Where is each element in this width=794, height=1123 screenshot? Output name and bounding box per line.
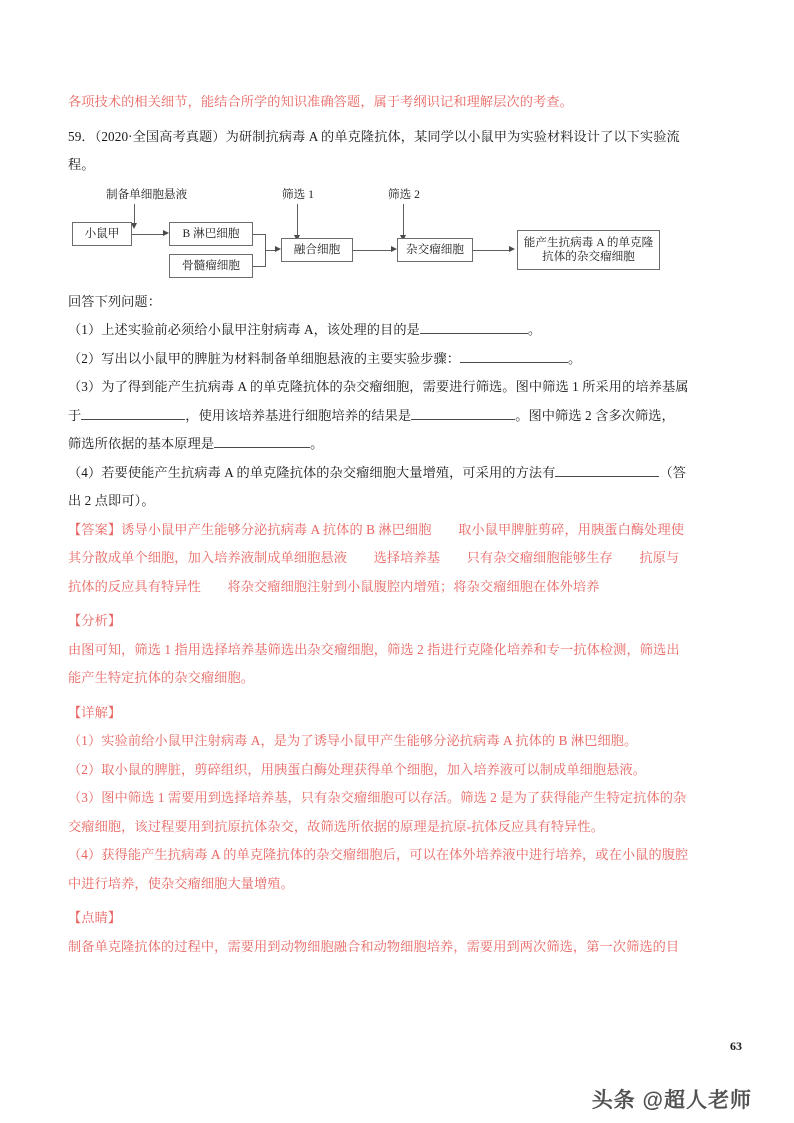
question-item-3-line-1: （3）为了得到能产生抗病毒 A 的单克隆抗体的杂交瘤细胞，需要进行筛选。图中筛选 1 所采用的培养基属 [68, 379, 689, 394]
question-item-3-seg-c: 。图中筛选 2 含多次筛选， [515, 407, 675, 423]
detail-line-5: （4）获得能产生抗病毒 A 的单克隆抗体的杂交瘤细胞后，可以在体外培养液中进行培养，或在小鼠的腹腔 [68, 847, 689, 862]
diagram-box-final-line-2: 抗体的杂交瘤细胞 [542, 249, 635, 263]
answer-blank[interactable] [420, 333, 528, 334]
diagram-connector [132, 234, 165, 235]
diagram-label-single-cell-suspension: 制备单细胞悬液 [106, 187, 188, 201]
detail-line-2: （2）取小鼠的脾脏，剪碎组织，用胰蛋白酶处理获得单个细胞，加入培养液可以制成单细胞悬液。 [68, 761, 647, 777]
question-item-3-seg-b: ，使用该培养基进行细胞培养的结果是 [185, 407, 412, 423]
answer-block-line-2: 其分散成单个细胞，加入培养液制成单细胞悬液 选择培养基 只有杂交瘤细胞能够生存 抗原与 [68, 550, 680, 565]
answer-blank[interactable] [214, 447, 310, 448]
diagram-connector [253, 234, 265, 235]
question-item-1-text: （1）上述实验前必须给小鼠甲注射病毒 A，该处理的目的是 [68, 322, 420, 337]
diagram-label-screen-1: 筛选 1 [282, 187, 314, 201]
analysis-line-2: 能产生特定抗体的杂交瘤细胞。 [68, 670, 255, 685]
question-item-3-line-3 [68, 430, 728, 459]
answer-heading: 【答案】 [68, 521, 122, 537]
diagram-connector [403, 204, 404, 236]
detail-line-4: 交瘤细胞，该过程要用到抗原抗体杂交，故筛选所依据的原理是抗原-抗体反应具有特异性。 [68, 818, 604, 834]
diagram-connector [134, 204, 135, 224]
question-item-1 [68, 316, 728, 345]
diagram-arrow-right [509, 246, 515, 252]
question-item-2 [68, 345, 728, 374]
page-number: 63 [730, 1039, 742, 1053]
answer-text-1: 诱导小鼠甲产生能够分泌抗病毒 A 抗体的 B 淋巴细胞 取小鼠甲脾脏剪碎，用胰蛋白酶处理使 [121, 521, 685, 537]
analysis-line-1: 由图可知，筛选 1 指用选择培养基筛选出杂交瘤细胞，筛选 2 指进行克隆化培养和专一抗体检测，筛选出 [68, 641, 680, 657]
carryover-text: 各项技术的相关细节，能结合所学的知识准确答题，属于考纲识记和理解层次的考查。 [68, 94, 573, 109]
diagram-box-b-lymphocyte: B 淋巴细胞 [169, 222, 253, 246]
diagram-connector [253, 266, 265, 267]
diagram-box-fused-cell: 融合细胞 [281, 238, 353, 262]
answer-blank[interactable] [555, 476, 659, 477]
detail-heading: 【详解】 [68, 704, 122, 720]
answer-block-line-1 [68, 516, 728, 545]
question-item-4-seg-a: （4）若要使能产生抗病毒 A 的单克隆抗体的杂交瘤细胞大量增殖，可采用的方法有 [68, 464, 556, 480]
watermark: 头条 @超人老师 [591, 1089, 752, 1112]
page-content [68, 88, 728, 961]
question-item-2-text: （2）写出以小鼠甲的脾脏为材料制备单细胞悬液的主要实验步骤： [68, 350, 461, 366]
experiment-flow-diagram [68, 186, 728, 284]
highlight-heading: 【点睛】 [68, 910, 122, 925]
question-item-3-line-2 [68, 402, 728, 431]
diagram-box-final-hybridoma [517, 230, 660, 270]
diagram-connector [297, 204, 298, 236]
answer-prompt: 回答下列问题： [68, 293, 162, 309]
answer-blank[interactable] [460, 362, 568, 363]
diagram-box-myeloma: 骨髓瘤细胞 [169, 254, 253, 278]
question-item-2-tail: 。 [568, 350, 582, 366]
diagram-box-hybridoma: 杂交瘤细胞 [397, 238, 473, 262]
question-item-3-seg-d: 筛选所依据的基本原理是 [68, 436, 215, 451]
question-item-4-seg-b: （答 [659, 464, 687, 480]
detail-line-1: （1）实验前给小鼠甲注射病毒 A，是为了诱导小鼠甲产生能够分泌抗病毒 A 抗体的 B 淋巴细胞。 [68, 733, 638, 748]
diagram-connector [473, 250, 511, 251]
answer-blank[interactable] [411, 419, 515, 420]
analysis-heading: 【分析】 [68, 613, 122, 628]
diagram-box-mouse: 小鼠甲 [72, 222, 132, 246]
detail-line-3: （3）图中筛选 1 需要用到选择培养基，只有杂交瘤细胞可以存活。筛选 2 是为了获得能产生特定抗体的杂 [68, 790, 687, 805]
detail-line-6: 中进行培养，使杂交瘤细胞大量增殖。 [68, 875, 294, 891]
question-stem-line-1: 59．（2020·全国高考真题）为研制抗病毒 A 的单克隆抗体，某同学以小鼠甲为实验材料设计了以下实验流 [68, 128, 680, 144]
question-item-4-line-2: 出 2 点即可）。 [68, 493, 155, 508]
answer-blank[interactable] [81, 419, 185, 420]
diagram-connector [353, 250, 393, 251]
answer-block-line-3: 抗体的反应具有特异性 将杂交瘤细胞注射到小鼠腹腔内增殖；将杂交瘤细胞在体外培养 [68, 578, 600, 594]
question-item-1-tail: 。 [527, 322, 542, 337]
question-stem-line-2: 程。 [68, 157, 95, 172]
question-item-3-seg-e: 。 [310, 436, 324, 451]
highlight-line-1: 制备单克隆抗体的过程中，需要用到动物细胞融合和动物细胞培养，需要用到两次筛选，第一次筛选的目 [68, 938, 680, 954]
diagram-label-screen-2: 筛选 2 [388, 187, 420, 201]
diagram-box-final-line-1: 能产生抗病毒 A 的单克隆 [523, 235, 654, 249]
question-item-3-seg-a: 于 [68, 407, 82, 423]
question-item-4-line-1 [68, 459, 728, 488]
